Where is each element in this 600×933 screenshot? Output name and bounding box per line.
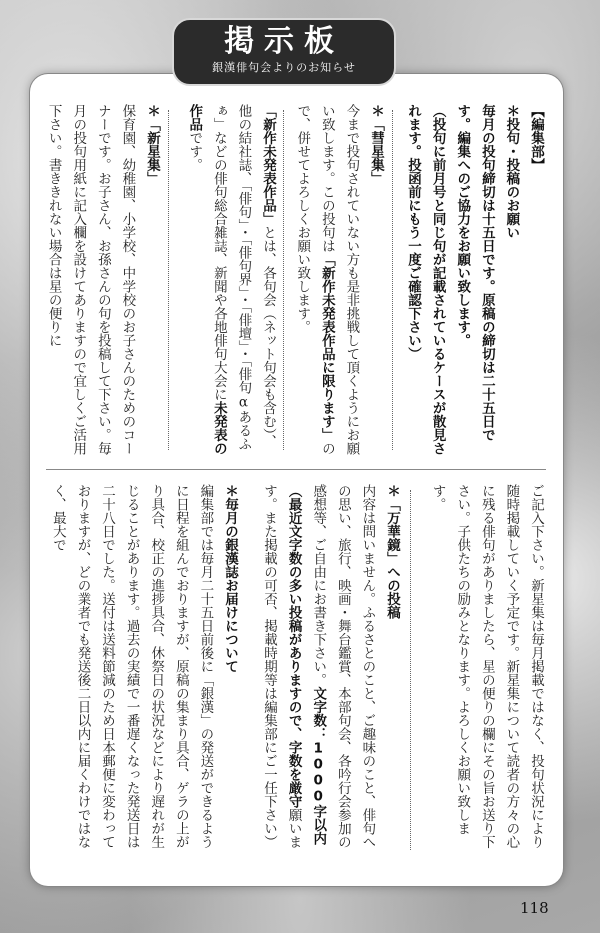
word-limit: 文字数：1000字以内（最近文字数の多い投稿がありますので、字数を厳守: [285, 484, 327, 845]
delivery-heading: ＊毎月の銀漢誌お届けについて: [222, 484, 238, 673]
shinsaku-term: 「新作未発表作品」: [260, 104, 276, 226]
column-divider: [392, 110, 393, 450]
delivery-section: [46, 484, 242, 856]
shinsei-heading: ＊「新星集」: [144, 104, 160, 185]
delivery-text: 編集部では毎月二十五日前後に「銀漢」の発送ができるように日程を組んでおりますが、原稿の集まり具合、ゲラの上がり具合、校正の進捗具合、休祭日の状況などにより遅れが生じることがあります。過去の実績で一番遅くなった発送日は二十八日でした。送付は送料節減のため日本郵便に変わっておりますが、どの業者でも発送後二日以内に届くわけではなく、最大で: [49, 484, 214, 849]
column-divider: [410, 490, 411, 850]
deadline-text: 毎月の投句締切は十五日です。原稿の締切は二十五日です。編集へのご協力をお願い致します。: [454, 104, 495, 442]
editorial-heading: 【編集部】: [528, 104, 544, 172]
submission-title: ＊投句・投稿のお願い: [503, 104, 520, 239]
suisei-restriction: 「新作未発表作品に限ります」: [318, 252, 335, 442]
suisei-heading: ＊「彗星集」: [368, 104, 384, 185]
shinsei-continued: ご記入下さい。新星集は毎月掲載ではなく、投句状況により随時掲載していく予定です。新星集について読者の方々の心に残る俳句がありましたら、星の便りの欄にその旨お送り下さい。子供たちの励みとなります。よろしくお願い致します。: [429, 484, 544, 849]
duplicate-note: （投句に前月号と同じ句が記載されているケースが散見されます。投函前にもう一度ご確認下さい）: [405, 104, 446, 455]
section-divider: [46, 469, 546, 470]
suisei-text: 今まで投句されていない方も是非挑戦して頂くようにお願い致します。この投句は「新作未発表作品に限ります」ので、併せてよろしくお願い致します。: [294, 104, 360, 455]
shinsei-text: 保育園、幼稚園、小学校、中学校のお子さんのためのコーナーです。お子さん、お孫さんの句を投稿して下さい。毎月の投句用紙に記入欄を設けてありますので宜しくご活用下さい。書ききれない場合は星の便りに: [46, 104, 136, 455]
notice-board-header: [172, 18, 396, 86]
mangekyo-section: ＊「万華鏡」への投稿 内容は問いません。ふるさとのこと、ご趣味のこと、俳句への思い、旅行、映画・舞台鑑賞、本部句会、各吟行会参加の感想等、ご自由にお書き下さい。文字数：1000字以内（最近文字数の多い投稿がありますので、字数を厳守願います。また掲載の可否、掲載時期等は編集部にご一任下さい）: [246, 484, 404, 856]
column-divider: [283, 110, 284, 450]
unpublished-term: 未発表の作品: [186, 104, 227, 455]
page-number: 118: [520, 899, 549, 917]
shinsei-section: [46, 104, 164, 456]
column-divider: [168, 110, 169, 450]
shinsaku-definition: 「新作未発表作品」とは、各句会（ネット句会も含む）、他の結社誌、「俳句」・「俳句界」・「俳壇」・「俳句αあるふぁ」などの俳句総合雑誌、新聞や各地俳句大会に未発表の作品です。: [186, 104, 276, 455]
suisei-section: [290, 104, 388, 456]
mangekyo-heading: ＊「万華鏡」への投稿: [384, 484, 400, 619]
editorial-section: [400, 104, 548, 456]
header-subtitle: 銀漢俳句会よりのお知らせ: [212, 61, 356, 74]
header-title: 掲示板: [224, 24, 344, 59]
